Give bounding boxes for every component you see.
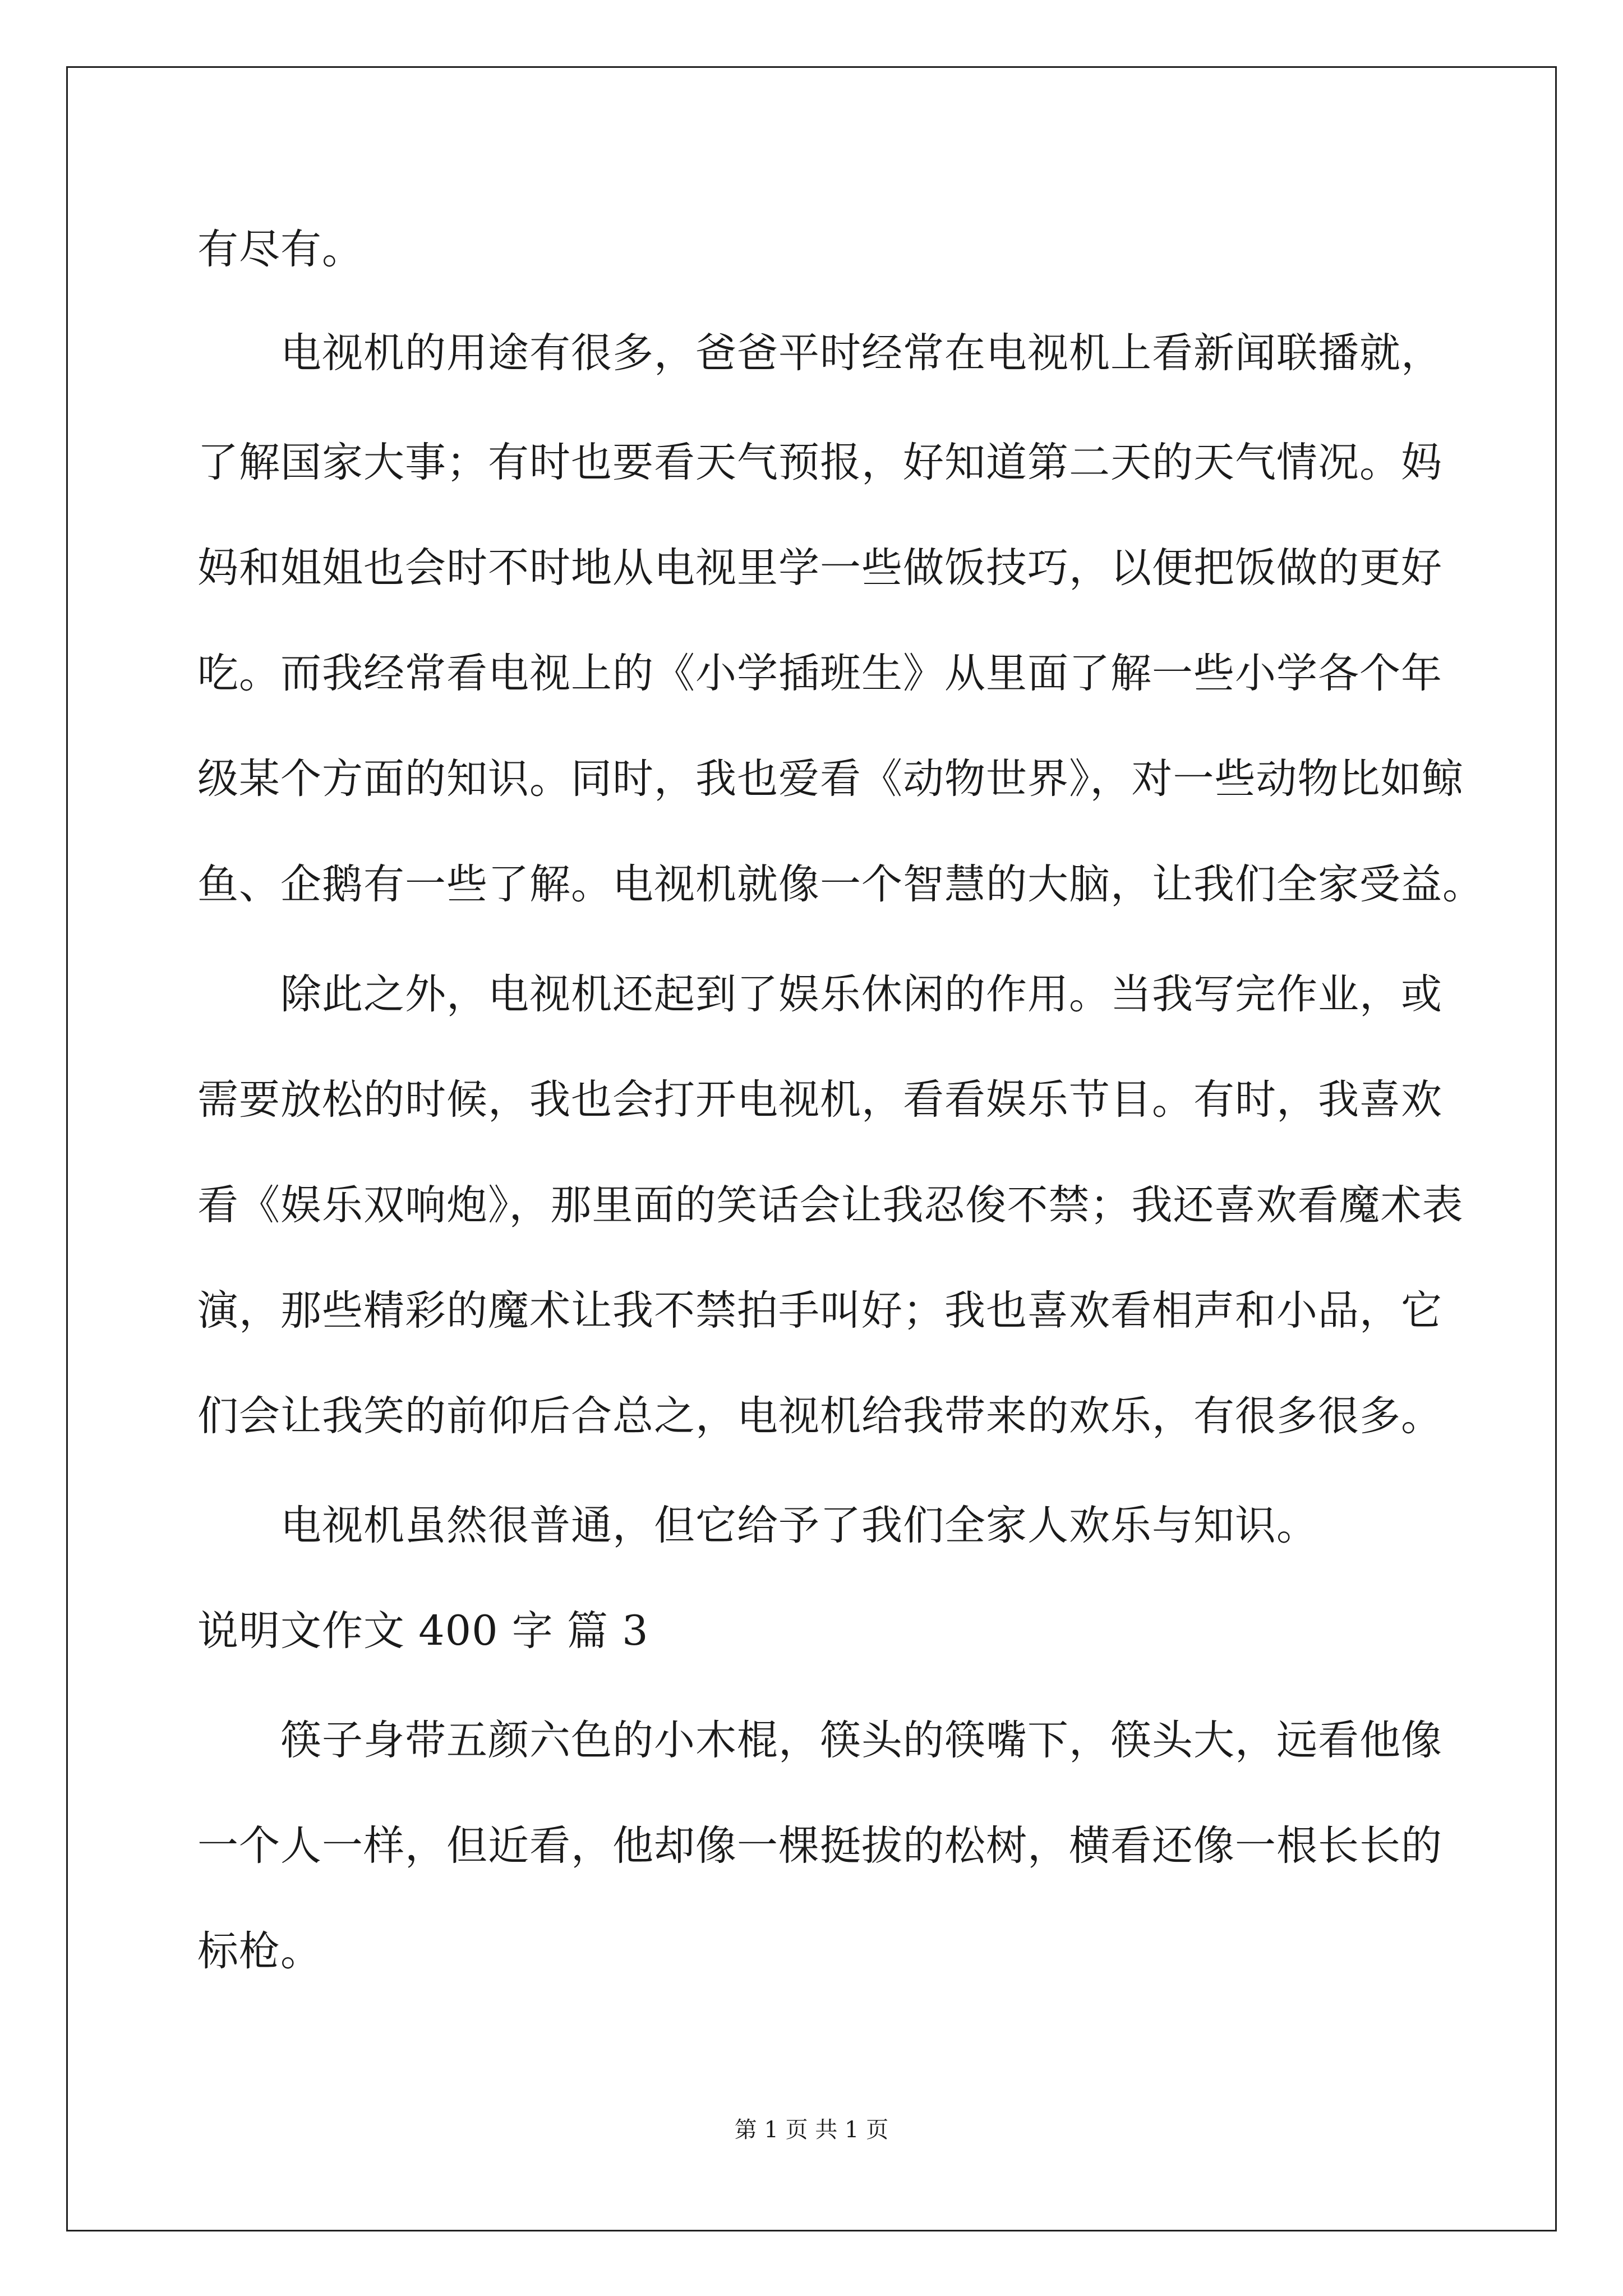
body-line: 有尽有。 (197, 226, 363, 273)
body-line: 吃。而我经常看电视上的《小学插班生》从里面了解一些小学各个年 (197, 650, 1442, 697)
body-line: 演，那些精彩的魔术让我不禁拍手叫好；我也喜欢看相声和小品，它 (197, 1287, 1442, 1335)
body-line: 级某个方面的知识。同时，我也爱看《动物世界》，对一些动物比如鲸 (197, 755, 1464, 803)
body-line: 鱼、企鹅有一些了解。电视机就像一个智慧的大脑，让我们全家受益。 (197, 861, 1484, 908)
paragraph-first-line: 电视机的用途有很多，爸爸平时经常在电视机上看新闻联播就， (280, 329, 1442, 377)
page-frame (66, 66, 1557, 2231)
paragraph-first-line: 电视机虽然很普通，但它给予了我们全家人欢乐与知识。 (280, 1502, 1318, 1549)
body-line: 需要放松的时候，我也会打开电视机，看看娱乐节目。有时，我喜欢 (197, 1076, 1442, 1124)
body-line: 了解国家大事；有时也要看天气预报，好知道第二天的天气情况。妈 (197, 439, 1442, 486)
page-footer: 第 1 页 共 1 页 (734, 2117, 889, 2143)
section-heading: 说明文作文 400 字 篇 3 (197, 1607, 649, 1655)
body-line: 标枪。 (197, 1927, 322, 1975)
paragraph-first-line: 除此之外，电视机还起到了娱乐休闲的作用。当我写完作业，或 (280, 970, 1442, 1018)
body-line: 看《娱乐双响炮》，那里面的笑话会让我忍俊不禁；我还喜欢看魔术表 (197, 1181, 1464, 1229)
body-line: 妈和姐姐也会时不时地从电视里学一些做饭技巧，以便把饭做的更好 (197, 544, 1442, 592)
body-line: 一个人一样，但近看，他却像一棵挺拔的松树，横看还像一根长长的 (197, 1822, 1442, 1870)
body-line: 们会让我笑的前仰后合总之，电视机给我带来的欢乐，有很多很多。 (197, 1392, 1442, 1440)
paragraph-first-line: 筷子身带五颜六色的小木棍，筷头的筷嘴下，筷头大，远看他像 (280, 1717, 1442, 1764)
